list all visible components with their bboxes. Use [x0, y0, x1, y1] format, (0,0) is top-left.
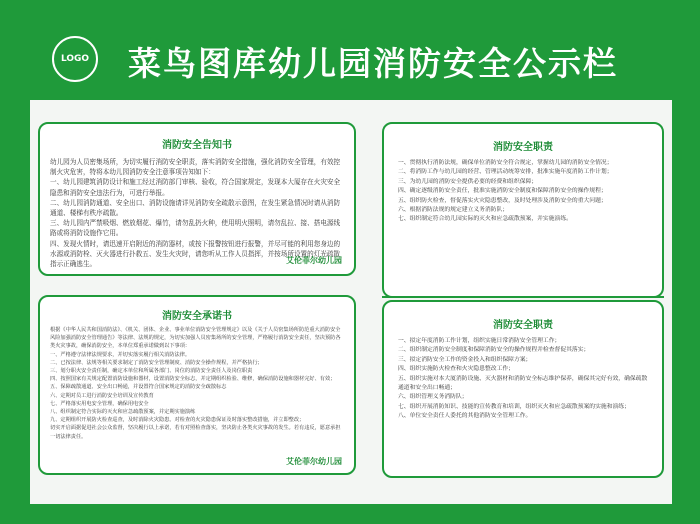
duty-item: 五、组织实施对本大厦消防设施、灭火器材和消防安全标志维护保养，确保其完好有效，确保疏散通道和安全出口畅通； — [398, 375, 648, 392]
logo: LOGO — [52, 36, 98, 82]
notice-signature: 艾伦菲尔幼儿园 — [286, 256, 342, 265]
notice-paragraph: 二、幼儿园消防通道、安全出口、消防设施请详见消防安全疏散示意图，在发生紧急情况时请从消防通道、楼梯有秩序疏散。 — [50, 198, 341, 218]
duty-item: 八、单位安全责任人委托的其他消防安全管理工作。 — [398, 413, 532, 420]
duty-item: 二、将消防工作与幼儿园的经营、管理活动统筹安排，批准实施年度消防工作计划； — [398, 169, 613, 176]
duty-item: 七、组织开展消防知识、技能的宣传教育和培训，组织灭火和应急疏散预案的实施和演练； — [398, 403, 630, 410]
duties-top-title: 消防安全职责 — [493, 142, 553, 153]
notice-paragraph: 四、发现火情时，请迅速开启附近的消防器材，或按下报警按钮进行报警，并尽可能的利用您身边的水源或消防栓、灭火器进行扑救五、发生火灾时，请您听从工作人员指挥，并按场所设置的灯光疏散指示正确逃生。 — [50, 239, 341, 269]
duties-bottom-title: 消防安全职责 — [493, 320, 553, 331]
duty-item: 五、组织防火检查，督促落实火灾隐患整改，及时处理涉及消防安全的重大问题； — [398, 197, 607, 204]
duties-bottom-body — [384, 331, 662, 422]
duty-item: 四、确定逐级消防安全责任，批准实施消防安全制度和保障消防安全的操作规程； — [398, 188, 607, 195]
commitment-paragraph: 六、定期对员工进行消防安全培训及宣传教育 — [50, 392, 154, 399]
commitment-panel — [38, 295, 356, 475]
notice-paragraph: 一、幼儿园建筑消防设计和施工经过消防部门审核、验收，符合国家规定，发现本大厦存在火灾安全隐患和消防安全违法行为，可进行举报。 — [50, 178, 341, 197]
commitment-title: 消防安全承诺书 — [162, 311, 232, 322]
duties-top-panel — [382, 122, 664, 298]
commitment-paragraph: 二、已按法律、法规等相关要求制定了消防安全管理制度、消防安全操作规程，并严格执行； — [50, 359, 263, 366]
commitment-signature: 艾伦菲尔幼儿园 — [286, 457, 342, 466]
commitment-paragraph: 七、严格落实用电安全管理，确保用电安全 — [50, 400, 149, 407]
duty-item: 七、组织制定符合幼儿园实际的灭火和应急疏散预案，并实施演练。 — [398, 216, 572, 223]
notice-panel — [38, 122, 356, 276]
commitment-paragraph: 四、按照国家有关规定配置消防设施和器材，设置消防安全标志，并定期组织检验、维修，确保消防设施和器材完好、有效； — [50, 376, 336, 383]
commitment-paragraph: 五、保障疏散通道、安全出口畅通，并设置符合国家规定的消防安全疏散标志 — [50, 384, 227, 391]
duty-item: 四、组织实施防火检查和火灾隐患整改工作； — [398, 366, 514, 373]
commitment-paragraph: 九、定期组织开展防火检查巡查，及时消除火灾隐患。对检查的火灾隐患保证及时落实整改措施，并立即整改； — [50, 417, 305, 424]
duty-item: 六、根据消防法规的规定建立义务消防队； — [398, 207, 509, 214]
commitment-body — [40, 322, 354, 441]
duty-item: 二、组织制定消防安全制度和保障消防安全的操作规程并检查督促其落实； — [398, 347, 590, 354]
commitment-paragraph: 切实开启面据促进社会公众监督，坚决履行以上承诺，若有对照检查落实，坚决防止各类火灾事故的发生。若有违反，愿意承担一切法律责任。 — [50, 425, 341, 440]
duty-item: 六、组织管理义务消防队； — [398, 394, 468, 401]
notice-title: 消防安全告知书 — [162, 140, 232, 151]
commitment-paragraph: 根据《中华人民共和国消防法》、《机关、团体、企业、事业单位消防安全管理规定》以及《关于人员密集场所防范重大消防安全风险加强消防安全管理通告》等法律、法规的规定，为切实加强人员密集场所的安全管理，严格履行消防安全责任，坚决预防各类火灾事故，确保消防安全，本单位郑重承诺做到以下事项： — [50, 327, 341, 350]
duty-item: 三、拟定消防安全工作的资金投入和组织保障方案； — [398, 356, 532, 363]
commitment-paragraph: 八、组织制定符合实际的灭火和应急疏散预案，并定期实施演练 — [50, 409, 196, 416]
commitment-paragraph: 一、严格遵守法律法规要求，并切实落实履行相关消防法律。 — [50, 351, 191, 358]
duty-item: 三、为幼儿园的消防安全提供必要的经费和组织保障； — [398, 178, 538, 185]
duty-item: 一、拟定年度消防工作计划，组织实施日常消防安全管理工作； — [398, 338, 561, 344]
header — [0, 26, 700, 90]
duties-top-body — [384, 153, 662, 225]
duties-bottom-panel — [382, 300, 664, 478]
board-title: 菜鸟图库幼儿园消防安全公示栏 — [128, 44, 618, 83]
duty-item: 一、贯彻执行消防法规，确保单位消防安全符合规定，掌握幼儿园的消防安全情况； — [398, 160, 613, 166]
commitment-paragraph: 三、划分职火安全责任制，确定本单位和所属各部门、岗位的消防安全责任人及岗位职责 — [50, 368, 253, 375]
divider — [382, 296, 664, 298]
notice-body — [40, 151, 354, 269]
notice-paragraph: 三、幼儿园内严禁吸烟、燃放烟花、爆竹，请勿乱扔火种，使用明火照明，请勿乱拉、接、搭电源线路或将消防设施作它用。 — [50, 219, 341, 238]
notice-paragraph: 幼儿园为人员密集场所，为切实履行消防安全职责，落实消防安全措施，强化消防安全管理，有效控制火灾危害，特将本幼儿园消防安全注意事项告知如下： — [50, 158, 341, 177]
